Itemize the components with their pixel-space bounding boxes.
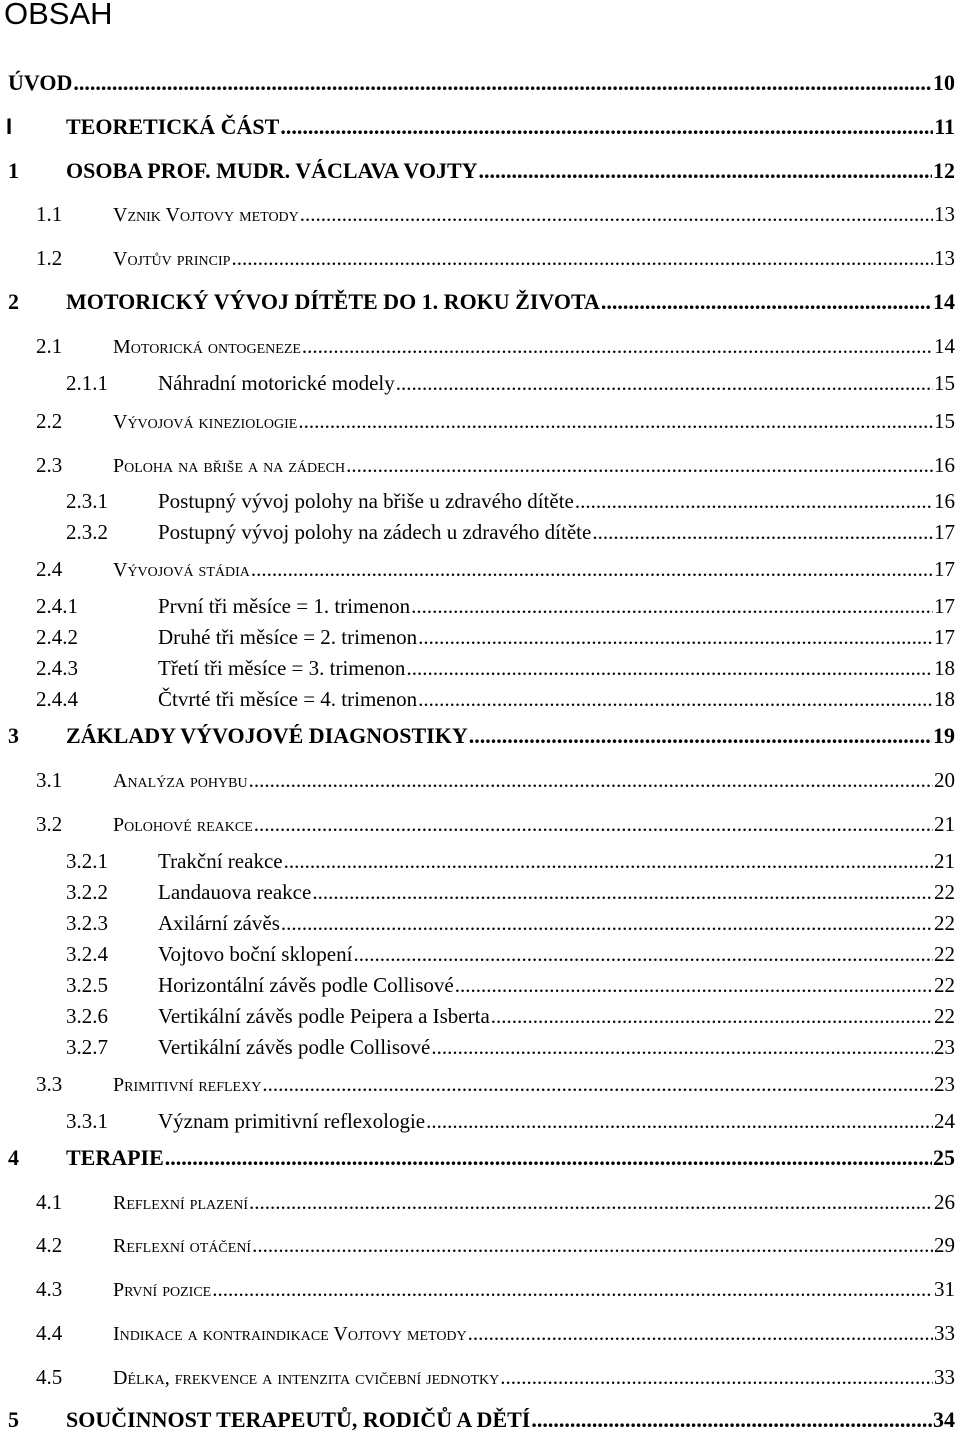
toc-entry-2-4-3[interactable]	[0, 653, 960, 683]
toc-dot-leader	[426, 1106, 933, 1136]
toc-entry-page: 23	[934, 1072, 955, 1096]
toc-entry-page: 26	[934, 1190, 955, 1214]
toc-entry-title: Vojtovo boční sklopení	[158, 942, 353, 966]
toc-entry-title: Náhradní motorické modely	[158, 371, 395, 395]
toc-entry-number: 3.3.1	[66, 1109, 108, 1133]
toc-dot-leader	[73, 68, 932, 98]
toc-dot-leader	[231, 243, 933, 273]
toc-entry-page: 21	[934, 849, 955, 873]
toc-entry-page: 13	[934, 246, 955, 270]
toc-entry-title: Vertikální závěs podle Collisové	[158, 1035, 431, 1059]
toc-entry-number: 2.1.1	[66, 371, 108, 395]
toc-entry-number: 3.2.7	[66, 1035, 108, 1059]
toc-entry-3-3[interactable]	[0, 1069, 960, 1099]
toc-entry-page: 18	[934, 687, 955, 711]
toc-entry-2[interactable]	[0, 287, 960, 317]
toc-entry-number: 4.3	[36, 1277, 63, 1301]
toc-entry-title: Analýza pohybu	[113, 770, 248, 792]
toc-entry-1-1[interactable]	[0, 199, 960, 229]
toc-entry-number: 3.2	[36, 812, 63, 836]
toc-entry-number: 2.4.3	[36, 656, 78, 680]
toc-entry-title: Druhé tři měsíce = 2. trimenon	[158, 625, 418, 649]
toc-dot-leader	[252, 1230, 933, 1260]
toc-dot-leader	[468, 1318, 933, 1348]
toc-entry-title: Vznik Vojtovy metody	[113, 204, 299, 226]
toc-entry-number: 3.3	[36, 1072, 63, 1096]
toc-heading: OBSAH	[4, 0, 113, 31]
toc-entry-title: Postupný vývoj polohy na zádech u zdravého dítěte	[158, 520, 592, 544]
toc-entry-title: OSOBA PROF. MUDR. VÁCLAVA VOJTY	[66, 158, 478, 183]
toc-dot-leader	[531, 1405, 932, 1435]
toc-entry-title: Primitivní reflexy	[113, 1074, 262, 1096]
toc-entry-3-2-4[interactable]	[0, 939, 960, 969]
toc-entry-page: 15	[934, 371, 955, 395]
toc-entry-page: 13	[934, 202, 955, 226]
toc-entry-title: Vojtův princip	[113, 248, 231, 270]
toc-entry-title: Horizontální závěs podle Collisové	[158, 973, 454, 997]
toc-dot-leader	[455, 970, 933, 1000]
toc-entry-2-1[interactable]	[0, 331, 960, 361]
toc-entry-4-1[interactable]	[0, 1187, 960, 1217]
toc-entry-number: 4.5	[36, 1365, 63, 1389]
toc-entry-number: 2.4.2	[36, 625, 78, 649]
toc-entry-title: Význam primitivní reflexologie	[158, 1109, 426, 1133]
toc-entry-page: 14	[934, 334, 955, 358]
toc-entry-title: Reflexní otáčení	[113, 1235, 252, 1257]
toc-entry-3-3-1[interactable]	[0, 1106, 960, 1136]
toc-entry-title: SOUČINNOST TERAPEUTŮ, RODIČŮ A DĚTÍ	[66, 1407, 531, 1432]
toc-dot-leader	[249, 765, 933, 795]
toc-dot-leader	[280, 112, 933, 142]
toc-entry-2-4[interactable]	[0, 554, 960, 584]
toc-entry-4-4[interactable]	[0, 1318, 960, 1348]
toc-entry-4-2[interactable]	[0, 1230, 960, 1260]
toc-entry-page: 22	[934, 880, 955, 904]
toc-entry-page: 34	[933, 1407, 955, 1432]
toc-dot-leader	[406, 653, 933, 683]
toc-entry-2-3-1[interactable]	[0, 486, 960, 516]
toc-entry-page: 22	[934, 973, 955, 997]
toc-entry-page: 17	[934, 520, 955, 544]
toc-entry-page: 17	[934, 594, 955, 618]
toc-entry-3-2-7[interactable]	[0, 1032, 960, 1062]
toc-dot-leader	[254, 809, 933, 839]
toc-entry-3-2-1[interactable]	[0, 846, 960, 876]
toc-entry-number: I	[6, 114, 13, 139]
toc-entry-title: Landauova reakce	[158, 880, 312, 904]
toc-entry-page: 14	[933, 289, 955, 314]
toc-dot-leader	[353, 939, 933, 969]
toc-entry-title: Indikace a kontraindikace Vojtovy metody	[113, 1323, 467, 1345]
toc-dot-leader	[312, 877, 933, 907]
toc-entry-3-2-6[interactable]	[0, 1001, 960, 1031]
toc-dot-leader	[418, 622, 933, 652]
toc-entry-title: Čtvrté tři měsíce = 4. trimenon	[158, 687, 418, 711]
toc-entry-2-3[interactable]	[0, 450, 960, 480]
toc-entry-number: 2.3.2	[66, 520, 108, 544]
toc-entry-number: 3.2.6	[66, 1004, 108, 1028]
toc-entry-page: 22	[934, 1004, 955, 1028]
toc-entry-2-2[interactable]	[0, 406, 960, 436]
toc-entry-number: 2.1	[36, 334, 63, 358]
toc-entry-1[interactable]	[0, 156, 960, 186]
toc-entry-4[interactable]	[0, 1143, 960, 1173]
toc-entry-title: Třetí tři měsíce = 3. trimenon	[158, 656, 406, 680]
toc-entry-number: 2.4	[36, 557, 63, 581]
toc-entry-page: 21	[934, 812, 955, 836]
toc-entry-number: 1.1	[36, 202, 63, 226]
toc-entry-2-4-4[interactable]	[0, 684, 960, 714]
toc-entry-number: 3.2.4	[66, 942, 108, 966]
toc-dot-leader	[575, 486, 933, 516]
toc-entry-number: 4	[8, 1145, 19, 1170]
toc-entry-number: 4.1	[36, 1190, 63, 1214]
toc-entry-number: 2.4.1	[36, 594, 78, 618]
toc-dot-leader	[601, 287, 932, 317]
toc-dot-leader	[396, 368, 933, 398]
toc-entry-page: 18	[934, 656, 955, 680]
toc-entry-3-2-2[interactable]	[0, 877, 960, 907]
toc-entry-page: 16	[934, 453, 955, 477]
toc-entry-number: 2	[8, 289, 19, 314]
toc-entry-title: Polohové reakce	[113, 814, 253, 836]
toc-entry-page: 25	[933, 1145, 955, 1170]
toc-entry-number: 1	[8, 158, 19, 183]
toc-entry-page: 15	[934, 409, 955, 433]
toc-entry-number: 3.2.2	[66, 880, 108, 904]
toc-dot-leader	[479, 156, 932, 186]
toc-dot-leader	[491, 1001, 933, 1031]
toc-entry-title: První tři měsíce = 1. trimenon	[158, 594, 411, 618]
toc-entry-title: TERAPIE	[66, 1145, 164, 1170]
toc-entry-number: 2.3	[36, 453, 63, 477]
toc-entry-number: 1.2	[36, 246, 63, 270]
toc-dot-leader	[346, 450, 933, 480]
toc-dot-leader	[165, 1143, 932, 1173]
toc-entry-4-5[interactable]	[0, 1362, 960, 1392]
toc-dot-leader	[298, 406, 933, 436]
toc-entry-3-2-3[interactable]	[0, 908, 960, 938]
toc-entry-2-4-1[interactable]	[0, 591, 960, 621]
toc-entry-number: 3.2.5	[66, 973, 108, 997]
toc-entry-title: MOTORICKÝ VÝVOJ DÍTĚTE DO 1. ROKU ŽIVOTA	[66, 289, 600, 314]
toc-entry-page: 19	[933, 723, 955, 748]
toc-entry-part-1[interactable]	[0, 112, 960, 142]
toc-entry-title: ÚVOD	[8, 70, 73, 95]
toc-entry-title: ZÁKLADY VÝVOJOVÉ DIAGNOSTIKY	[66, 723, 468, 748]
toc-entry-page: 12	[933, 158, 955, 183]
toc-entry-page: 10	[933, 70, 955, 95]
toc-entry-title: Postupný vývoj polohy na břiše u zdravého dítěte	[158, 489, 574, 513]
toc-entry-number: 4.2	[36, 1233, 63, 1257]
toc-entry-title: Vertikální závěs podle Peipera a Isberta	[158, 1004, 490, 1028]
toc-entry-3-1[interactable]	[0, 765, 960, 795]
toc-dot-leader	[212, 1274, 933, 1304]
toc-entry-4-3[interactable]	[0, 1274, 960, 1304]
toc-entry-number: 2.4.4	[36, 687, 78, 711]
toc-dot-leader	[469, 721, 932, 751]
toc-entry-page: 11	[934, 114, 955, 139]
toc-entry-number: 3.1	[36, 768, 63, 792]
toc-entry-page: 22	[934, 911, 955, 935]
toc-entry-page: 33	[934, 1321, 955, 1345]
toc-dot-leader	[418, 684, 933, 714]
toc-entry-title: Trakční reakce	[158, 849, 283, 873]
toc-dot-leader	[249, 1187, 933, 1217]
toc-entry-page: 22	[934, 942, 955, 966]
toc-entry-2-4-2[interactable]	[0, 622, 960, 652]
toc-entry-number: 5	[8, 1407, 19, 1432]
toc-dot-leader	[281, 908, 933, 938]
toc-entry-3-2-5[interactable]	[0, 970, 960, 1000]
toc-entry-title: Reflexní plazení	[113, 1192, 248, 1214]
toc-entry-page: 29	[934, 1233, 955, 1257]
toc-entry-5[interactable]	[0, 1405, 960, 1435]
toc-entry-title: TEORETICKÁ ČÁST	[66, 114, 280, 139]
toc-entry-page: 23	[934, 1035, 955, 1059]
toc-dot-leader	[431, 1032, 933, 1062]
toc-dot-leader	[411, 591, 933, 621]
toc-entry-3-2[interactable]	[0, 809, 960, 839]
toc-entry-uvod[interactable]	[0, 68, 960, 98]
toc-entry-page: 17	[934, 557, 955, 581]
toc-entry-number: 2.2	[36, 409, 63, 433]
toc-entry-1-2[interactable]	[0, 243, 960, 273]
toc-entry-page: 31	[934, 1277, 955, 1301]
toc-entry-title: Poloha na břiše a na zádech	[113, 455, 346, 477]
toc-dot-leader	[302, 331, 933, 361]
toc-dot-leader	[262, 1069, 933, 1099]
toc-entry-title: Motorická ontogeneze	[113, 336, 301, 358]
toc-entry-page: 24	[934, 1109, 955, 1133]
toc-entry-3[interactable]	[0, 721, 960, 751]
toc-entry-number: 4.4	[36, 1321, 63, 1345]
toc-entry-page: 17	[934, 625, 955, 649]
toc-entry-2-3-2[interactable]	[0, 517, 960, 547]
toc-dot-leader	[251, 554, 933, 584]
toc-dot-leader	[592, 517, 933, 547]
toc-dot-leader	[300, 199, 933, 229]
toc-entry-page: 16	[934, 489, 955, 513]
toc-entry-title: Axilární závěs	[158, 911, 280, 935]
toc-entry-number: 3.2.1	[66, 849, 108, 873]
toc-entry-title: První pozice	[113, 1279, 212, 1301]
toc-entry-number: 3.2.3	[66, 911, 108, 935]
toc-dot-leader	[284, 846, 933, 876]
toc-entry-page: 33	[934, 1365, 955, 1389]
toc-entry-page: 20	[934, 768, 955, 792]
toc-entry-title: Délka, frekvence a intenzita cvičební jednotky	[113, 1367, 500, 1389]
toc-entry-title: Vývojová stádia	[113, 559, 250, 581]
toc-entry-2-1-1[interactable]	[0, 368, 960, 398]
toc-dot-leader	[500, 1362, 933, 1392]
toc-entry-number: 3	[8, 723, 19, 748]
toc-entry-number: 2.3.1	[66, 489, 108, 513]
toc-entry-title: Vývojová kineziologie	[113, 411, 298, 433]
